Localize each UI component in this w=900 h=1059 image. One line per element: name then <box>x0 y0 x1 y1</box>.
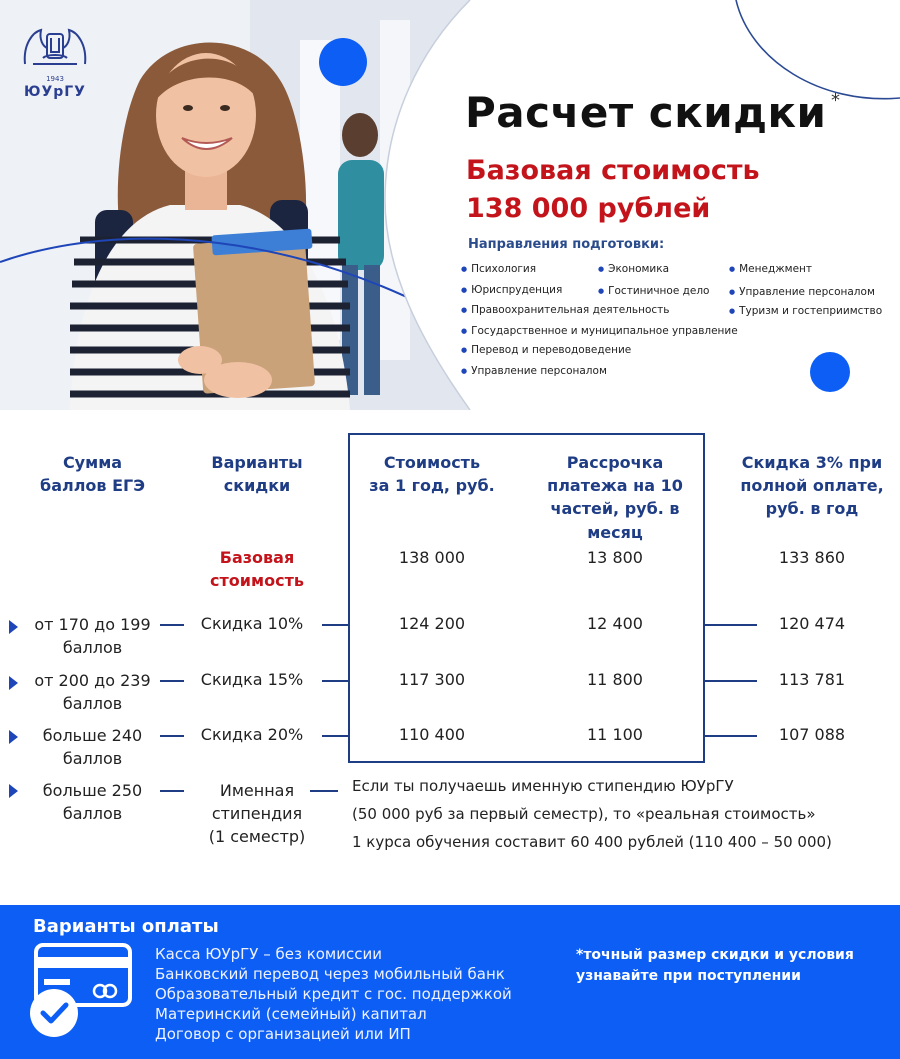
logo-year: 1943 <box>46 75 64 83</box>
row-variant: Скидка 20% <box>200 725 304 744</box>
base-cost-label: Базовая стоимость <box>466 155 760 186</box>
payment-option: Материнский (семейный) капитал <box>155 1005 427 1023</box>
row-installment: 12 400 <box>587 614 643 633</box>
row-variant: Скидка 15% <box>200 670 304 689</box>
connector-line <box>160 790 184 792</box>
payment-option: Договор с организацией или ИП <box>155 1025 411 1043</box>
title-block <box>465 88 840 137</box>
decor-shapes <box>0 0 900 410</box>
payment-option: Касса ЮУрГУ – без комиссии <box>155 945 382 963</box>
row-full-payment: 113 781 <box>778 670 846 689</box>
direction-item: ● Туризм и гостеприимство <box>729 305 882 317</box>
direction-item: ● Экономика <box>598 263 669 275</box>
header-installment: Рассрочка платежа на 10 частей, руб. в месяц <box>547 453 683 542</box>
direction-item: ● Управление персоналом <box>729 286 875 298</box>
triangle-bullet-icon <box>9 620 18 634</box>
header-year-cost: Стоимость за 1 год, руб. <box>369 453 495 496</box>
directions-title: Направления подготовки: <box>468 237 665 252</box>
triangle-bullet-icon <box>9 784 18 798</box>
checkmark-icon <box>30 989 78 1037</box>
row-variant: Скидка 10% <box>200 614 304 633</box>
payment-card-icon <box>30 943 138 1043</box>
row-installment: 11 800 <box>587 670 643 689</box>
scholarship-text-line: Если ты получаешь именную стипендию ЮУрГУ <box>352 777 734 795</box>
triangle-bullet-icon <box>9 676 18 690</box>
page-title: Расчет скидки <box>465 88 827 137</box>
direction-item: ● Государственное и муниципальное управление <box>461 325 738 337</box>
direction-item: ● Правоохранительная деятельность <box>461 304 669 316</box>
footnote: *точный размер скидки и условия узнавайте при поступлении <box>576 947 854 984</box>
connector-line <box>322 680 348 682</box>
scholarship-text-line: (50 000 руб за первый семестр), то «реальная стоимость» <box>352 805 816 823</box>
direction-item: ● Юриспруденция <box>461 284 562 296</box>
row-score: от 170 до 199 баллов <box>34 615 151 658</box>
header-variant: Варианты скидки <box>211 453 303 496</box>
base-full-payment: 133 860 <box>778 548 846 567</box>
decor-circle-top <box>319 38 367 86</box>
connector-line <box>310 790 338 792</box>
direction-item: ● Психология <box>461 263 536 275</box>
payment-option: Образовательный кредит с гос. поддержкой <box>155 985 512 1003</box>
direction-item: ● Менеджмент <box>729 263 812 275</box>
scholarship-variant: Именная стипендия (1 семестр) <box>208 781 306 847</box>
connector-line <box>160 680 184 682</box>
row-full-payment: 120 474 <box>778 614 846 633</box>
row-year-cost: 110 400 <box>398 725 466 744</box>
row-year-cost: 124 200 <box>398 614 466 633</box>
header-full-payment: Скидка 3% при полной оплате, руб. в год <box>740 453 884 519</box>
base-row-label: Базовая стоимость <box>210 548 304 591</box>
scholarship-text-line: 1 курса обучения составит 60 400 рублей (110 400 – 50 000) <box>352 833 832 851</box>
payment-footer <box>0 905 900 1059</box>
title-footnote-mark: * <box>831 90 840 111</box>
logo-name: ЮУрГУ <box>24 84 86 100</box>
connector-line <box>160 735 184 737</box>
connector-line <box>160 624 184 626</box>
direction-item: ● Гостиничное дело <box>598 285 710 297</box>
base-installment: 13 800 <box>587 548 643 567</box>
connector-line <box>322 624 348 626</box>
base-cost-value: 138 000 рублей <box>466 193 711 224</box>
row-year-cost: 117 300 <box>398 670 466 689</box>
row-full-payment: 107 088 <box>778 725 846 744</box>
decor-circle-bottom <box>810 352 850 392</box>
row-score: от 200 до 239 баллов <box>34 671 151 714</box>
payment-option: Банковский перевод через мобильный банк <box>155 965 505 983</box>
direction-item: ● Управление персоналом <box>461 365 607 377</box>
triangle-bullet-icon <box>9 730 18 744</box>
scholarship-score: больше 250 баллов <box>42 781 143 824</box>
row-score: больше 240 баллов <box>42 726 143 769</box>
base-year-cost: 138 000 <box>398 548 466 567</box>
connector-line <box>322 735 348 737</box>
header-score: Сумма баллов ЕГЭ <box>40 453 145 496</box>
payment-title: Варианты оплаты <box>33 916 219 937</box>
row-installment: 11 100 <box>587 725 643 744</box>
hero-section <box>0 0 900 410</box>
direction-item: ● Перевод и переводоведение <box>461 344 631 356</box>
